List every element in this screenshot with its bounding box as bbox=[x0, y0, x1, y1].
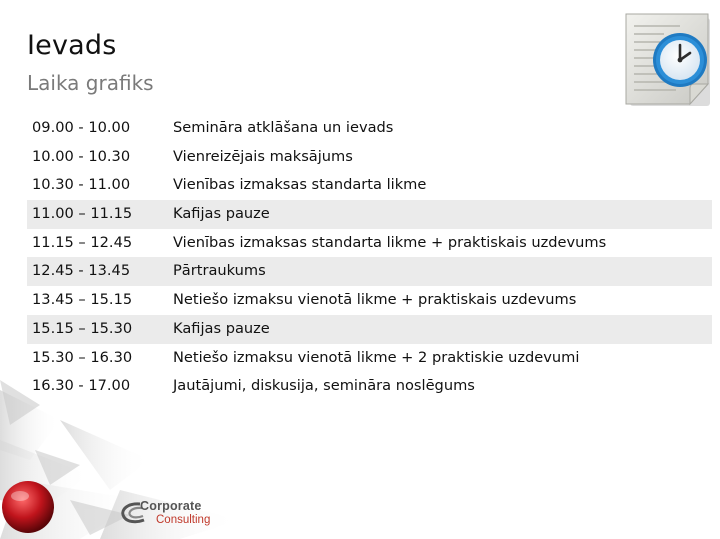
time-cell: 10.30 - 11.00 bbox=[32, 176, 131, 194]
time-cell: 11.00 – 11.15 bbox=[32, 205, 133, 223]
time-cell: 15.15 – 15.30 bbox=[32, 319, 133, 337]
description-cell: Kafijas pauze bbox=[173, 205, 270, 223]
page-subtitle: Laika grafiks bbox=[27, 71, 154, 95]
description-cell: Pārtraukums bbox=[173, 262, 266, 280]
table-row bbox=[27, 257, 712, 286]
description-cell: Kafijas pauze bbox=[173, 319, 270, 337]
table-row bbox=[27, 143, 712, 172]
table-row bbox=[27, 315, 712, 344]
description-cell: Semināra atklāšana un ievads bbox=[173, 119, 394, 136]
time-cell: 16.30 - 17.00 bbox=[32, 377, 131, 395]
table-row bbox=[27, 286, 712, 315]
table-row bbox=[27, 372, 712, 401]
logo-text-corporate: Corporate bbox=[140, 499, 202, 513]
time-cell: 10.00 - 10.30 bbox=[32, 147, 131, 165]
logo-text-consulting: Consulting bbox=[156, 514, 211, 526]
clock-document-icon bbox=[624, 12, 716, 112]
time-cell: 13.45 – 15.15 bbox=[32, 291, 133, 309]
description-cell: Vienības izmaksas standarta likme bbox=[173, 176, 427, 194]
table-row bbox=[27, 229, 712, 258]
description-cell: Jautājumi, diskusija, semināra noslēgums bbox=[173, 377, 475, 395]
page-title: Ievads bbox=[27, 30, 117, 61]
schedule-table bbox=[27, 114, 712, 401]
table-row bbox=[27, 344, 712, 373]
table-row bbox=[27, 114, 712, 143]
table-row bbox=[27, 200, 712, 229]
description-cell: Netiešo izmaksu vienotā likme + praktiskais uzdevums bbox=[173, 291, 577, 309]
description-cell: Vienreizējais maksājums bbox=[173, 147, 353, 165]
corporate-consulting-logo bbox=[118, 499, 238, 531]
description-cell: Netiešo izmaksu vienotā likme + 2 praktiskie uzdevumi bbox=[173, 348, 580, 366]
table-row bbox=[27, 171, 712, 200]
time-cell: 11.15 – 12.45 bbox=[32, 233, 133, 251]
description-cell: Vienības izmaksas standarta likme + praktiskais uzdevums bbox=[173, 233, 607, 251]
time-cell: 15.30 – 16.30 bbox=[32, 348, 133, 366]
time-cell: 09.00 - 10.00 bbox=[32, 119, 131, 136]
time-cell: 12.45 - 13.45 bbox=[32, 262, 131, 280]
